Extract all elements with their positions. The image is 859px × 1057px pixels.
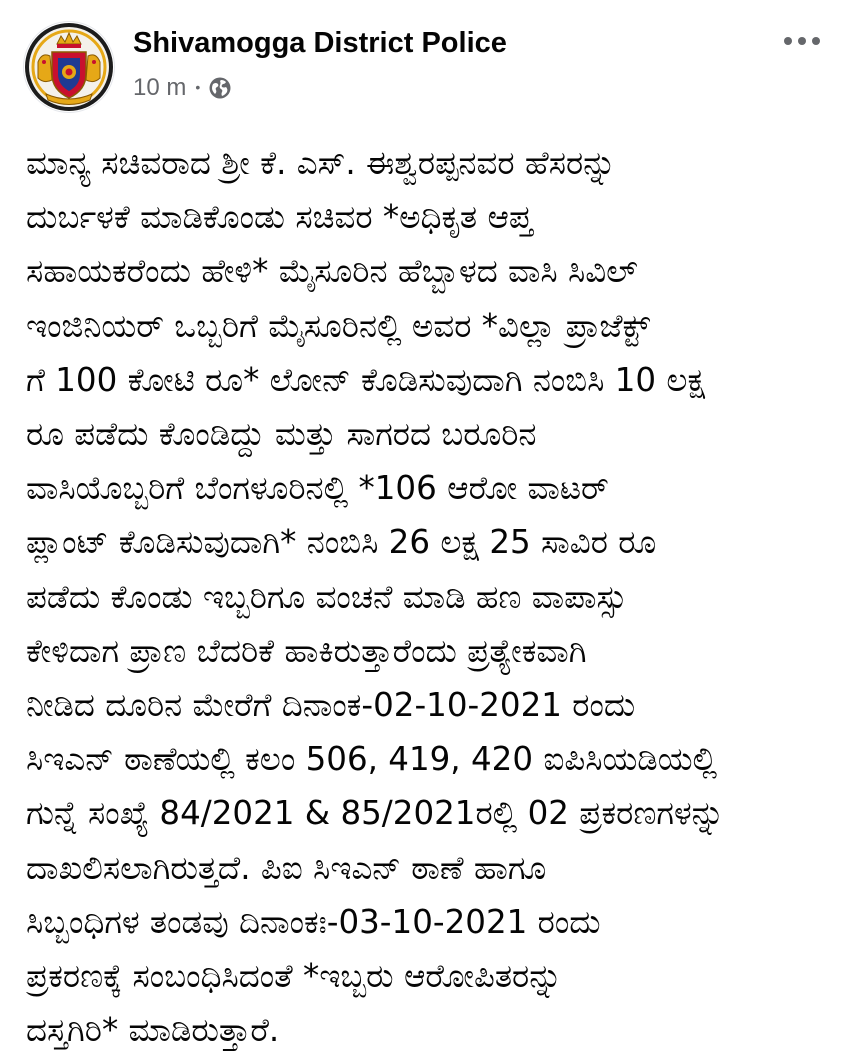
post-text-line: ವಾಸಿಯೊಬ್ಬರಿಗೆ ಬೆಂಗಳೂರಿನಲ್ಲಿ *106 ಆರೋ ವಾಟರ್	[26, 469, 609, 508]
more-options-icon	[784, 37, 820, 45]
globe-icon[interactable]	[208, 76, 232, 100]
post-text-line: ದುರ್ಬಳಕೆ ಮಾಡಿಕೊಂಡು ಸಚಿವರ *ಅಧಿಕೃತ ಆಪ್ತ	[26, 198, 533, 237]
post-text-line: ನೀಡಿದ ದೂರಿನ ಮೇರೆಗೆ ದಿನಾಂಕ-02-10-2021 ರಂದು	[26, 686, 636, 725]
post-text-line: ಸಿಬ್ಬಂಧಿಗಳ ತಂಡವು ದಿನಾಂಕಃ-03-10-2021 ರಂದು	[26, 902, 601, 941]
post-header	[0, 0, 859, 130]
post-text-line: ರೂ ಪಡೆದು ಕೊಂಡಿದ್ದು ಮತ್ತು ಸಾಗರದ ಬರೂರಿನ	[26, 415, 537, 454]
more-options-button[interactable]	[772, 24, 832, 58]
post-text-line: ಗುನ್ನೆ ಸಂಖ್ಯೆ 84/2021 & 85/2021ರಲ್ಲಿ 02 ಪ್ರಕರಣಗಳನ್ನು	[26, 794, 725, 833]
page-name[interactable]: Shivamogga District Police	[133, 27, 507, 59]
post-body	[26, 136, 841, 1057]
post-timestamp[interactable]: 10 m	[133, 74, 187, 101]
post-text-line: ಪ್ಲಾಂಟ್ ಕೊಡಿಸುವುದಾಗಿ* ನಂಬಿಸಿ 26 ಲಕ್ಷ 25 ಸಾವಿರ ರೂ	[26, 523, 657, 562]
post-meta	[133, 71, 232, 105]
page-avatar[interactable]	[24, 22, 114, 112]
police-emblem-icon	[24, 22, 114, 112]
post-text-line: ಸಹಾಯಕರೆಂದು ಹೇಳಿ* ಮೈಸೂರಿನ ಹೆಬ್ಬಾಳದ ವಾಸಿ ಸಿವಿಲ್	[26, 252, 638, 291]
post-text-line: ದಾಖಲಿಸಲಾಗಿರುತ್ತದೆ. ಪಿಐ ಸಿಇಎನ್ ಠಾಣೆ ಹಾಗೂ	[26, 848, 547, 887]
post-text-line: ದಸ್ತಗಿರಿ* ಮಾಡಿರುತ್ತಾರೆ.	[26, 1011, 280, 1050]
post-text-line: ಪಡೆದು ಕೊಂಡು ಇಬ್ಬರಿಗೂ ವಂಚನೆ ಮಾಡಿ ಹಣ ವಾಪಾಸ್ಸು	[26, 577, 628, 616]
post-text-line: ಮಾನ್ಯ ಸಚಿವರಾದ ಶ್ರೀ ಕೆ. ಎಸ್. ಈಶ್ವರಪ್ಪನವರ ಹೆಸರನ್ನು	[26, 144, 616, 182]
post-text-line: ಇಂಜಿನಿಯರ್ ಒಬ್ಬರಿಗೆ ಮೈಸೂರಿನಲ್ಲಿ ಅವರ *ವಿಲ್ಲಾ ಪ್ರಾಜೆಕ್ಟ್	[26, 306, 651, 345]
post-text-line: ಗೆ 100 ಕೋಟಿ ರೂ* ಲೋನ್ ಕೊಡಿಸುವುದಾಗಿ ನಂಬಿಸಿ 10 ಲಕ್ಷ	[26, 360, 706, 399]
post-text-line: ಕೇಳಿದಾಗ ಪ್ರಾಣ ಬೆದರಿಕೆ ಹಾಕಿರುತ್ತಾರೆಂದು ಪ್ರತ್ಯೇಕವಾಗಿ	[26, 631, 587, 670]
meta-separator: •	[195, 79, 201, 95]
post-text-line: ಸಿಇಎನ್ ಠಾಣೆಯಲ್ಲಿ ಕಲಂ 506, 419, 420 ಐಪಿಸಿಯಡಿಯಲ್ಲಿ	[26, 740, 718, 779]
post-text-line: ಪ್ರಕರಣಕ್ಕೆ ಸಂಬಂಧಿಸಿದಂತೆ *ಇಬ್ಬರು ಆರೋಪಿತರನ್ನು	[26, 957, 563, 996]
